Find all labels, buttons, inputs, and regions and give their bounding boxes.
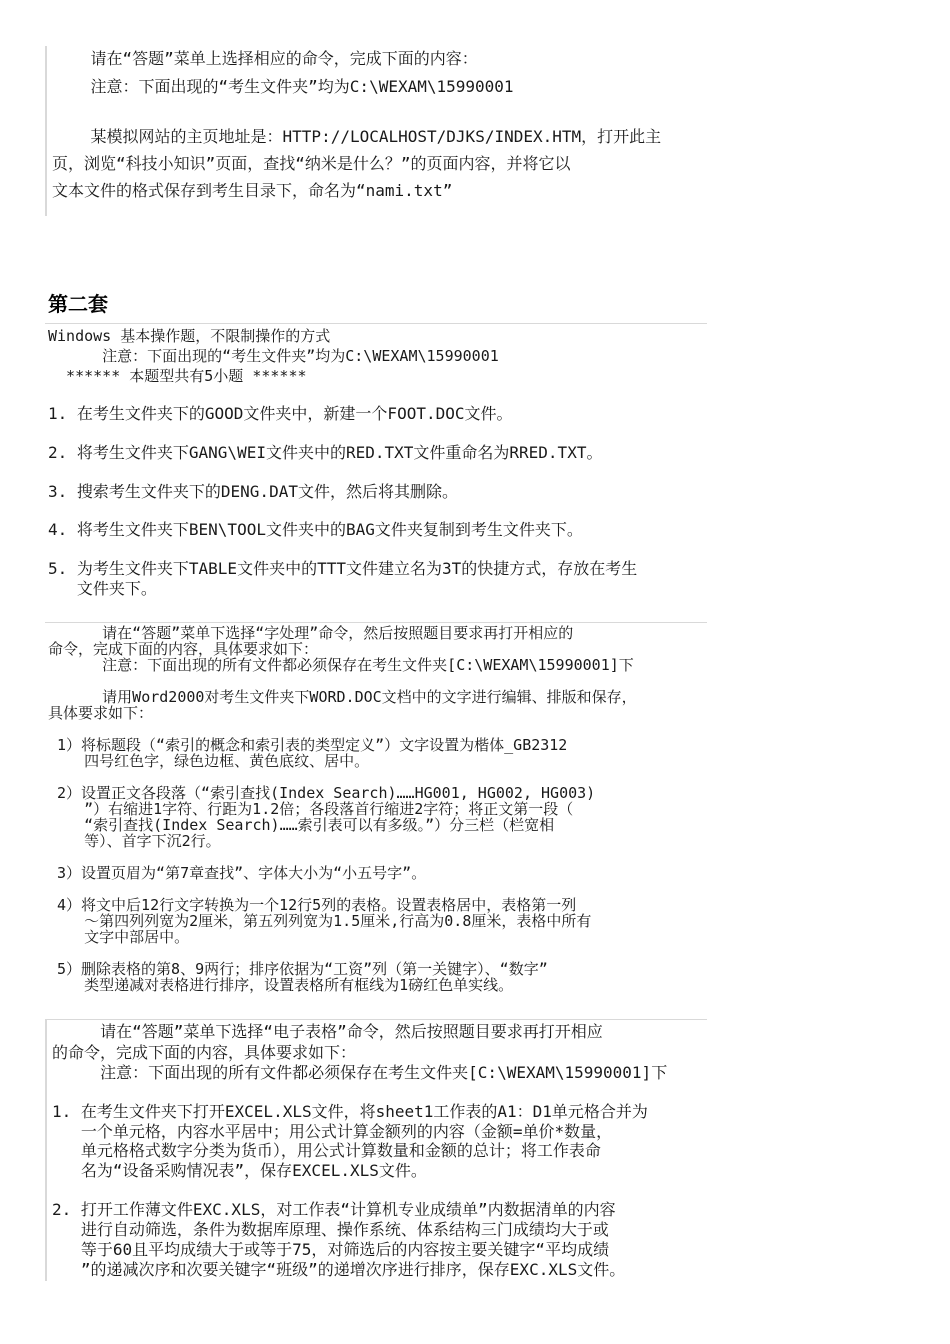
section1-block [45,46,47,216]
s1-line-3: 某模拟网站的主页地址是：HTTP://LOCALHOST/DJKS/INDEX.HTM，打开此主 [52,127,662,146]
word-item-5-line-1: 类型递减对表格进行排序，设置表格所有框线为1磅红色单实线。 [48,976,514,994]
s1-line-4: 页，浏览“科技小知识”页面，查找“纳米是什么？”的页面内容，并将它以 [52,154,571,173]
word-item-4-line-2: 文字中部居中。 [48,928,190,946]
excel-intro-2: 注意：下面出现的所有文件都必须保存在考生文件夹[C:\WEXAM\15990001]下 [52,1063,668,1082]
excel-item-1-line-0: 1. 在考生文件夹下打开EXCEL.XLS文件，将sheet1工作表的A1：D1单元格合并为 [52,1102,648,1121]
word-intro-2: 注意：下面出现的所有文件都必须保存在考生文件夹[C:\WEXAM\15990001]下 [48,656,634,674]
excel-item-1-line-2: 单元格格式数字分类为货币），用公式计算数量和金额的总计；将工作表命 [52,1141,601,1160]
word-intro-0: 请在“答题”菜单下选择“字处理”命令，然后按照题目要求再打开相应的 [48,624,574,642]
word-item-4-line-0: 4）将文中后12行文字转换为一个12行5列的表格。设置表格居中，表格第一列 [48,896,577,914]
win-item-3: 3. 搜索考生文件夹下的DENG.DAT文件，然后将其删除。 [48,482,458,501]
s1-line-1: 注意：下面出现的“考生文件夹”均为C:\WEXAM\15990001 [52,77,514,96]
word-item-2-line-2: “索引查找(Index Search)……索引表可以有多级。”）分三栏（栏宽相 [48,816,555,834]
win-item-4: 4. 将考生文件夹下BEN\TOOL文件夹中的BAG文件夹复制到考生文件夹下。 [48,520,583,539]
s1-line-0: 请在“答题”菜单上选择相应的命令，完成下面的内容： [52,49,478,68]
word-item-1-line-1: 四号红色字，绿色边框、黄色底纹、居中。 [48,752,370,770]
word-item-2-line-3: 等）、首字下沉2行。 [48,832,221,850]
excel-item-1-line-1: 一个单元格，内容水平居中；用公式计算金额列的内容（金额=单价*数量， [52,1122,613,1141]
windows-top-rule [45,323,707,324]
excel-item-2-line-1: 进行自动筛选，条件为数据库原理、操作系统、体系结构三门成绩均大于或 [52,1220,609,1239]
excel-item-1-line-3: 名为“设备采购情况表”，保存EXCEL.XLS文件。 [52,1161,427,1180]
win-intro-0: Windows 基本操作题，不限制操作的方式 [48,327,331,345]
word-intro2-1: 具体要求如下： [48,704,154,722]
word-item-2-line-1: ”）右缩进1字符、行距为1.2倍；各段落首行缩进2字符；将正文第一段（ [48,800,574,818]
excel-intro-1: 的命令，完成下面的内容，具体要求如下： [52,1043,357,1062]
word-item-4-line-1: ～第四列列宽为2厘米，第五列列宽为1.5厘米,行高为0.8厘米，表格中所有 [48,912,592,930]
excel-intro-0: 请在“答题”菜单下选择“电子表格”命令，然后按照题目要求再打开相应 [52,1022,603,1041]
win-item-5-line-0: 5. 为考生文件夹下TABLE文件夹中的TTT文件建立名为3T的快捷方式，存放在考生 [48,559,638,578]
word-item-1-line-0: 1）将标题段（“索引的概念和索引表的类型定义”）文字设置为楷体_GB2312 [48,736,568,754]
excel-block [45,1019,47,1281]
win-item-2: 2. 将考生文件夹下GANG\WEI文件夹中的RED.TXT文件重命名为RRED.TXT。 [48,443,603,462]
word-item-5-line-0: 5）删除表格的第8、9两行；排序依据为“工资”列（第一关键字）、“数字” [48,960,548,978]
word-item-2-line-0: 2）设置正文各段落（“索引查找(Index Search)……HG001, HG002, HG003) [48,784,596,802]
excel-item-2-line-3: ”的递减次序和次要关键字“班级”的递增次序进行排序，保存EXC.XLS文件。 [52,1260,626,1279]
word-intro2-0: 请用Word2000对考生文件夹下WORD.DOC文档中的文字进行编辑、排版和保存， [48,688,637,706]
excel-top-rule [45,1019,707,1020]
s1-line-5: 文本文件的格式保存到考生目录下，命名为“nami.txt” [52,181,453,200]
win-item-5-line-1: 文件夹下。 [48,579,157,598]
section-heading: 第二套 [48,292,108,316]
win-intro-2: ****** 本题型共有5小题 ****** [48,367,307,385]
word-intro-1: 命令，完成下面的内容，具体要求如下： [48,640,319,658]
excel-item-2-line-0: 2. 打开工作薄文件EXC.XLS，对工作表“计算机专业成绩单”内数据清单的内容 [52,1200,616,1219]
win-intro-1: 注意：下面出现的“考生文件夹”均为C:\WEXAM\15990001 [48,347,499,365]
excel-item-2-line-2: 等于60且平均成绩大于或等于75，对筛选后的内容按主要关键字“平均成绩 [52,1240,610,1259]
word-top-rule [45,622,707,623]
win-item-1: 1. 在考生文件夹下的GOOD文件夹中，新建一个FOOT.DOC文件。 [48,404,513,423]
word-item-3: 3）设置页眉为“第7章查找”、字体大小为“小五号字”。 [48,864,427,882]
